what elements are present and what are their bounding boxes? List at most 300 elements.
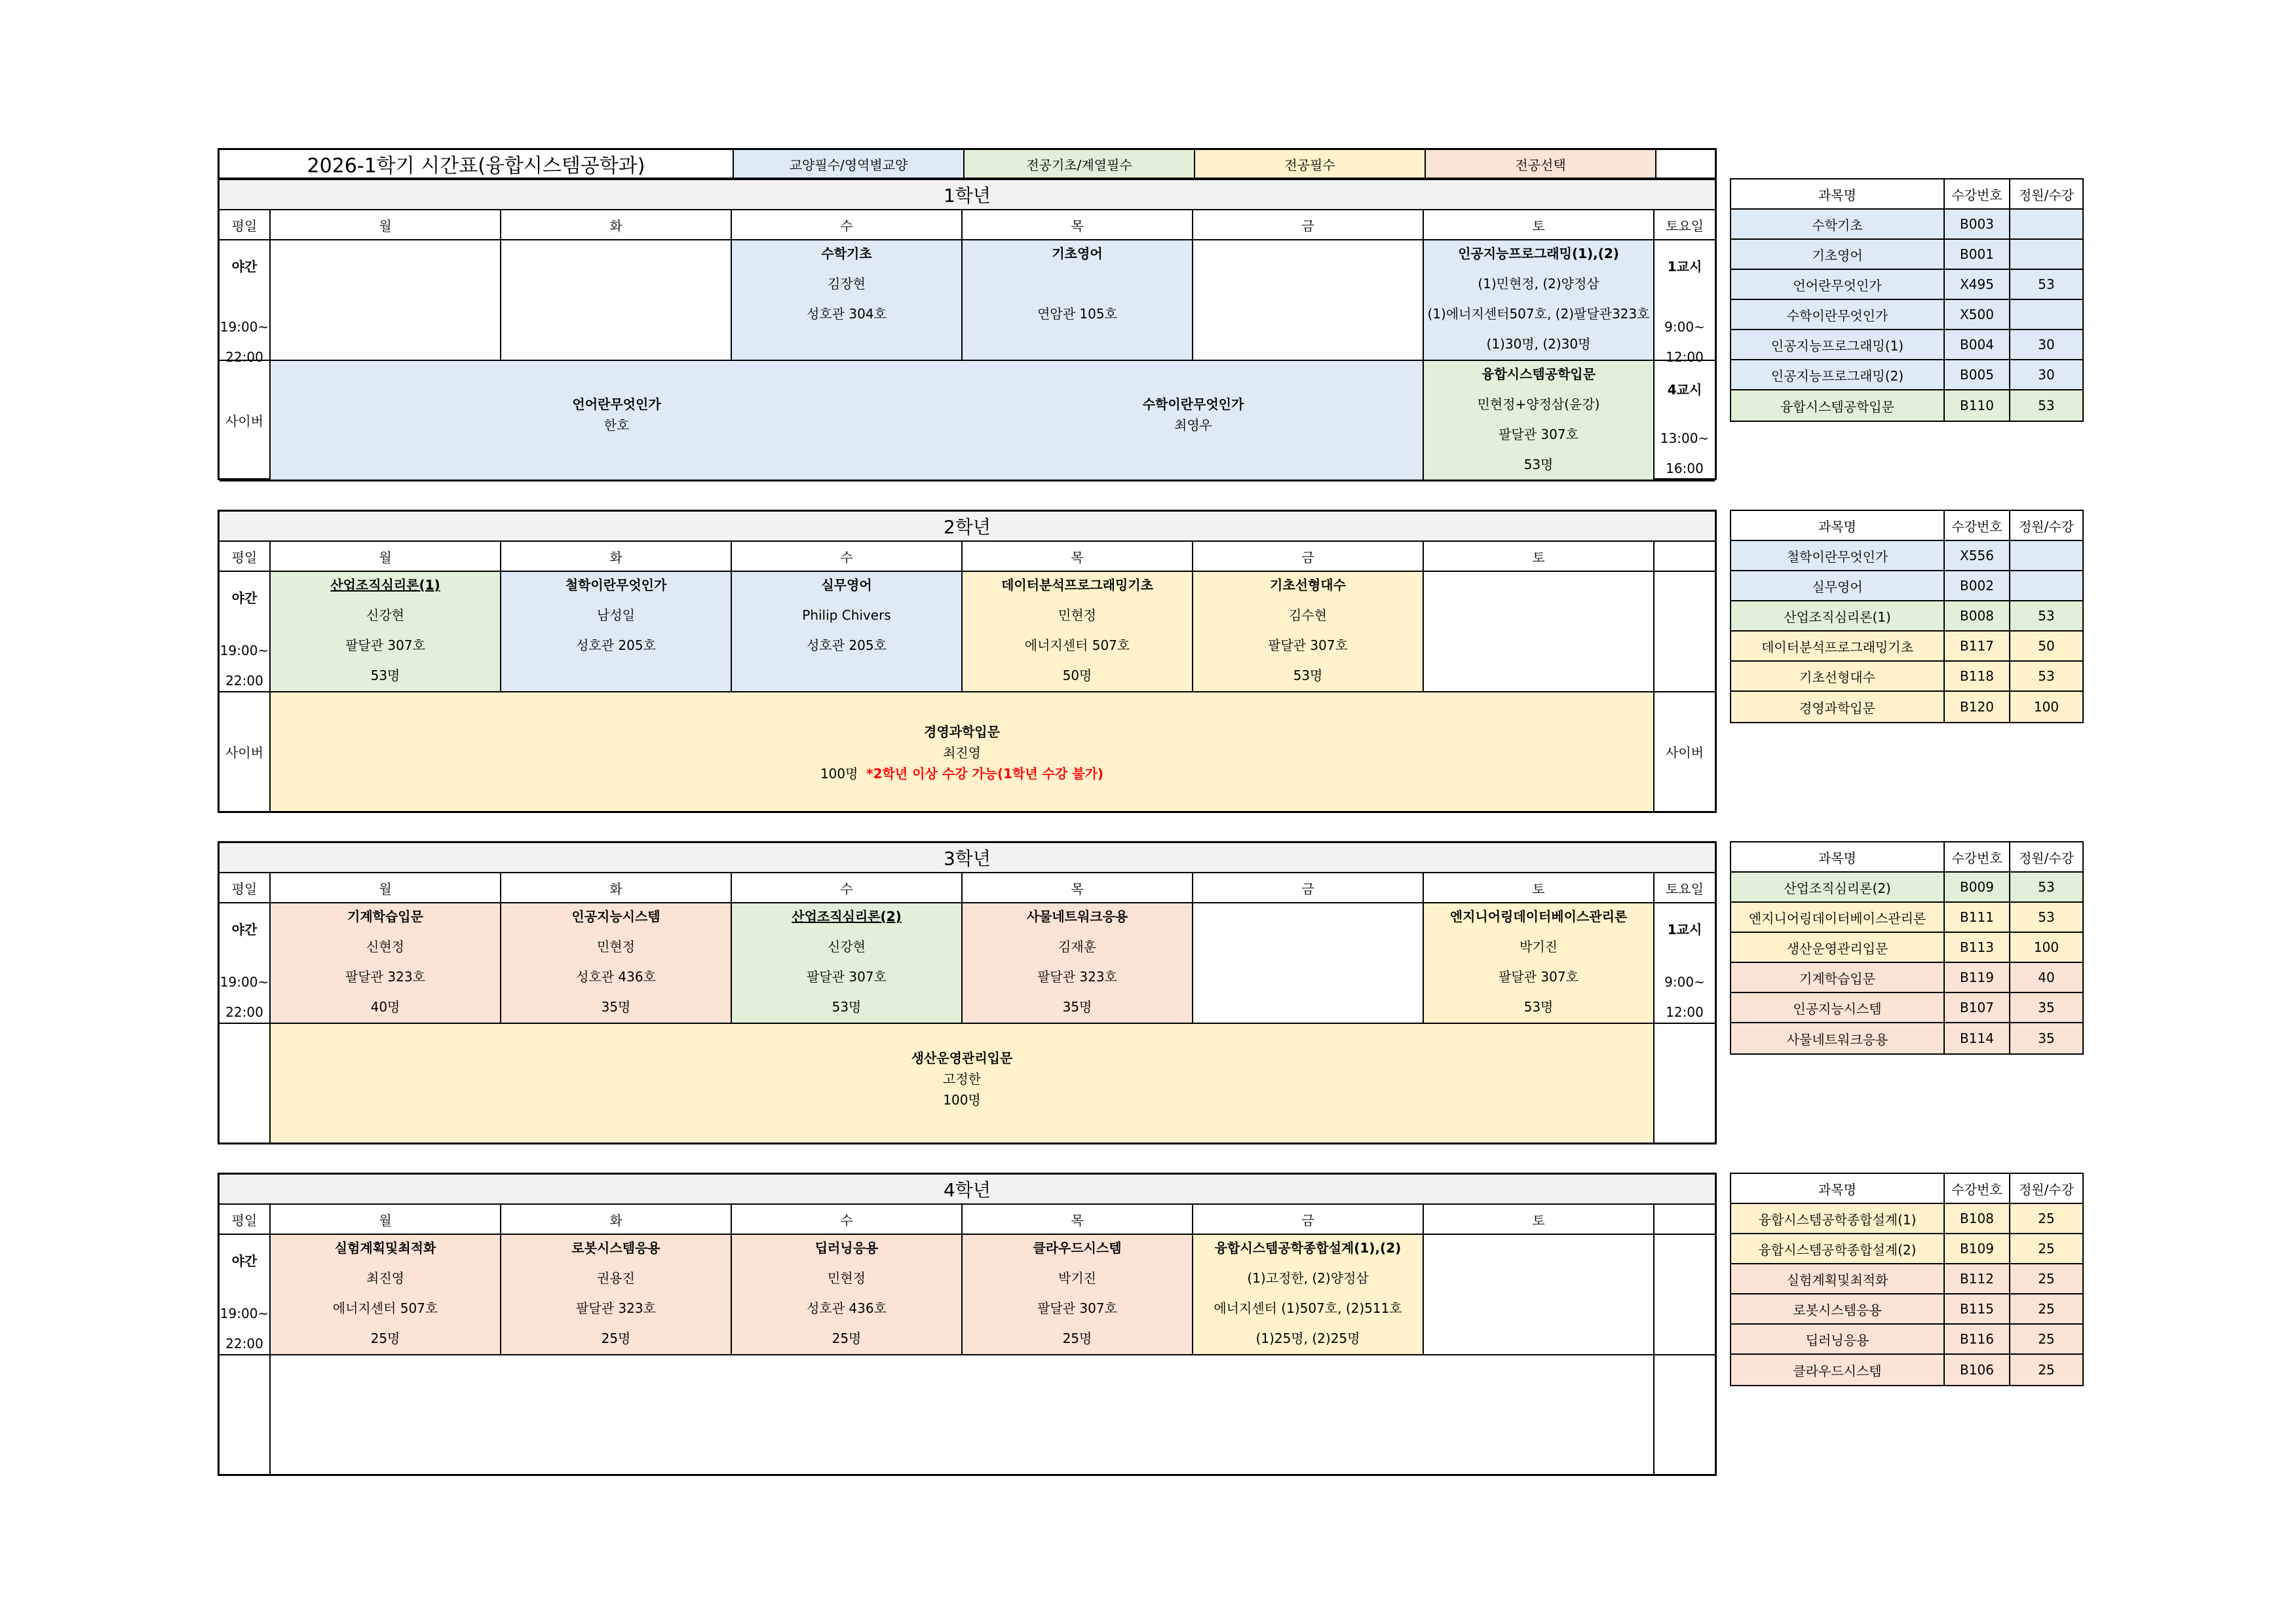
course-instructor: 민현정: [597, 939, 635, 954]
legend-label: 전공기초/계열필수: [1026, 157, 1132, 173]
course-table-header: 수강번호: [1945, 842, 2010, 873]
year1-title-text: 1학년: [944, 185, 991, 206]
course-table-capacity: 25: [2010, 1294, 2082, 1325]
period-end: 16:00: [1666, 461, 1704, 476]
day-wed: 수: [732, 542, 963, 572]
course-name: 기초영어: [1052, 246, 1103, 261]
header-row: [218, 148, 1717, 179]
course-room: 팔달관 307호: [1499, 426, 1578, 442]
course-instructor: 신강현: [828, 939, 866, 954]
course-table-name: 딥러닝응용: [1731, 1325, 1945, 1355]
course-table-capacity: 35: [2010, 993, 2082, 1023]
course-table-code: X556: [1945, 541, 2010, 571]
course-instructor: 한호: [603, 417, 630, 433]
day-thu: 목: [963, 542, 1193, 572]
course-table-name: 철학이란무엇인가: [1731, 541, 1945, 571]
y1-sat-period4: [1655, 361, 1715, 482]
y3-mon-course: [271, 903, 501, 1024]
legend-label: 전공필수: [1284, 157, 1335, 173]
course-table-name: 엔지니어링데이터베이스관리론: [1731, 903, 1945, 933]
y4-thu-course: [963, 1235, 1193, 1355]
course-capacity: 53명: [1293, 668, 1323, 683]
y4-extra-cell: [1655, 1235, 1715, 1355]
course-table-header: 과목명: [1731, 179, 1945, 210]
period-start: 9:00~: [1664, 974, 1705, 990]
period-label: 1교시: [1667, 259, 1702, 274]
y2-tue-course: [501, 572, 732, 692]
course-name: 수학이란무엇인가: [1142, 396, 1244, 412]
course-table-name: 기계학습입문: [1731, 963, 1945, 993]
course-room: 팔달관 307호: [1037, 1300, 1117, 1316]
course-table-capacity: 100: [2010, 933, 2082, 963]
course-capacity-line: [271, 766, 1653, 782]
course-table-capacity: 40: [2010, 963, 2082, 993]
course-table-capacity: 25: [2010, 1234, 2082, 1264]
course-name: 데이터분석프로그래밍기초: [1001, 577, 1153, 593]
course-table-name: 데이터분석프로그래밍기초: [1731, 632, 1945, 662]
night-start: 19:00~: [220, 1306, 269, 1321]
y4-mon-course: [271, 1235, 501, 1355]
course-table-capacity: 25: [2010, 1204, 2082, 1234]
day-tue: 화: [501, 1205, 732, 1235]
y1-sat-cyber-course: [1424, 361, 1655, 482]
course-room: 연암관 105호: [1037, 306, 1117, 322]
night-label-cell: [220, 572, 271, 692]
y2-wed-course: [732, 572, 963, 692]
cyber-label-cell-empty: [220, 1355, 271, 1474]
period-start: 13:00~: [1660, 430, 1710, 446]
day-fri: 금: [1193, 542, 1424, 572]
y2-sat-cell: [1424, 572, 1655, 692]
night-start: 19:00~: [220, 319, 269, 335]
course-capacity: 50명: [1062, 668, 1092, 683]
course-name: 인공지능시스템: [571, 909, 660, 924]
course-instructor: 민현정: [1058, 607, 1096, 623]
period-label: 4교시: [1667, 382, 1702, 398]
course-table-header: 과목명: [1731, 1174, 1945, 1204]
year3-course-table: [1730, 841, 2084, 1055]
page-title-text: 2026-1학기 시간표(융합시스템공학과): [307, 155, 645, 178]
course-instructor: 고정한: [943, 1071, 981, 1087]
night-end: 22:00: [225, 349, 263, 365]
period-end: 12:00: [1666, 1004, 1704, 1020]
course-table-name: 언어란무엇인가: [1731, 270, 1945, 300]
course-name: 로봇시스템응용: [571, 1240, 660, 1256]
y1-wed-course: [732, 240, 963, 361]
course-capacity: 25명: [832, 1331, 862, 1346]
day-thu: 목: [963, 1205, 1193, 1235]
night-label-cell: [220, 903, 271, 1024]
course-instructor: 신강현: [366, 607, 404, 623]
course-table-name: 클라우드시스템: [1731, 1355, 1945, 1385]
night-label-cell: [220, 240, 271, 365]
y3-cyber-course: [271, 1024, 1655, 1144]
course-instructor: 권용진: [597, 1270, 635, 1286]
course-instructor: 김수현: [1289, 607, 1327, 623]
day-wed: 수: [732, 1205, 963, 1235]
year3-table: [218, 841, 1717, 1144]
course-table-name: 실무영어: [1731, 571, 1945, 601]
y4-fri-course: [1193, 1235, 1424, 1355]
course-name: 융합시스템공학종합설계(1),(2): [1214, 1240, 1402, 1256]
cyber-label-cell: [220, 692, 271, 813]
course-table-name: 로봇시스템응용: [1731, 1294, 1945, 1325]
page-title: [220, 150, 734, 178]
y3-sat-course: [1424, 903, 1655, 1024]
course-table-name: 인공지능프로그래밍(1): [1731, 330, 1945, 360]
legend-major-basic: [965, 150, 1195, 178]
weekday-label: 평일: [220, 873, 271, 903]
y4-tue-course: [501, 1235, 732, 1355]
course-name: 딥러닝응용: [814, 1240, 879, 1256]
day-thu: 목: [963, 873, 1193, 903]
day-fri: 금: [1193, 1205, 1424, 1235]
course-name: 융합시스템공학입문: [1482, 366, 1596, 382]
course-capacity: 25명: [601, 1331, 631, 1346]
y1-thu-course: [963, 240, 1193, 361]
night-end: 22:00: [225, 1336, 263, 1351]
course-instructor: (1)민현정, (2)양정삼: [1478, 276, 1599, 292]
year2-title: [220, 512, 1715, 542]
y1-sat-course: [1424, 240, 1655, 361]
night-label: 야간: [231, 1253, 258, 1269]
day-sat: 토: [1424, 1205, 1655, 1235]
course-table-code: B110: [1945, 390, 2010, 421]
course-table-capacity: 50: [2010, 632, 2082, 662]
year1-title: [220, 180, 1715, 210]
y2-thu-course: [963, 572, 1193, 692]
course-table-header: 정원/수강: [2010, 842, 2082, 873]
legend-major-elective: [1426, 150, 1656, 178]
y1-cyber-course-b: [963, 361, 1424, 480]
night-label: 야간: [231, 922, 258, 937]
night-end: 22:00: [225, 1004, 263, 1020]
y4-cyber-empty: [271, 1355, 1655, 1474]
course-table-capacity: 53: [2010, 873, 2082, 903]
course-table-name: 인공지능프로그래밍(2): [1731, 360, 1945, 390]
course-room: 성호관 304호: [807, 306, 887, 322]
day-mon: 월: [271, 542, 501, 572]
year3-title-text: 3학년: [944, 848, 991, 869]
course-table-capacity: 25: [2010, 1355, 2082, 1385]
course-table-name: 수학기초: [1731, 210, 1945, 240]
cyber-label-cell: [220, 361, 271, 482]
course-table-capacity: 30: [2010, 330, 2082, 360]
cyber-label: 사이버: [1666, 745, 1704, 761]
period-label: 1교시: [1667, 922, 1702, 937]
course-table-code: B114: [1945, 1023, 2010, 1053]
course-capacity: 100명: [820, 766, 858, 782]
course-table-code: B118: [1945, 662, 2010, 692]
course-capacity: 100명: [943, 1092, 981, 1108]
y4-right-empty: [1655, 1355, 1715, 1474]
course-table-capacity: 100: [2010, 692, 2082, 722]
course-table-header: 정원/수강: [2010, 1174, 2082, 1204]
empty-header: [1655, 1205, 1715, 1235]
course-instructor: Philip Chivers: [802, 607, 891, 623]
course-table-code: B008: [1945, 601, 2010, 632]
course-table-name: 사물네트워크응용: [1731, 1023, 1945, 1053]
course-instructor: 신현정: [366, 939, 404, 954]
course-table-capacity: 53: [2010, 270, 2082, 300]
course-capacity: (1)25명, (2)25명: [1255, 1331, 1360, 1346]
year4-title: [220, 1175, 1715, 1205]
y2-cyber-course: [271, 692, 1655, 813]
course-instructor: 최진영: [943, 745, 981, 761]
course-table-code: B112: [1945, 1264, 2010, 1294]
course-capacity: 35명: [1062, 999, 1092, 1015]
course-name: 산업조직심리론(2): [792, 909, 902, 924]
course-instructor: 김재훈: [1058, 939, 1096, 954]
day-mon: 월: [271, 1205, 501, 1235]
course-table-name: 융합시스템공학종합설계(1): [1731, 1204, 1945, 1234]
course-name: 철학이란무엇인가: [565, 577, 667, 593]
course-table-capacity: 35: [2010, 1023, 2082, 1053]
course-name: 생산운영관리입문: [911, 1050, 1013, 1066]
y3-thu-course: [963, 903, 1193, 1024]
course-table-name: 생산운영관리입문: [1731, 933, 1945, 963]
year2-course-table: [1730, 510, 2084, 723]
course-table-name: 실험계획및최적화: [1731, 1264, 1945, 1294]
course-table-name: 기초선형대수: [1731, 662, 1945, 692]
course-instructor: 박기진: [1520, 939, 1558, 954]
day-fri: 금: [1193, 873, 1424, 903]
y2-right-cyber-cell: [1655, 692, 1715, 813]
course-table-code: B107: [1945, 993, 2010, 1023]
y1-mon-cell: [271, 240, 501, 361]
course-capacity: (1)30명, (2)30명: [1486, 336, 1591, 352]
course-name: 실무영어: [821, 577, 872, 593]
y4-sat-cell: [1424, 1235, 1655, 1355]
course-room: 성호관 205호: [576, 637, 656, 653]
y1-tue-cell: [501, 240, 732, 361]
cyber-label: 사이버: [225, 413, 263, 429]
course-table-capacity: 53: [2010, 662, 2082, 692]
course-table-header: 과목명: [1731, 842, 1945, 873]
course-table-capacity: [2010, 541, 2082, 571]
course-table-capacity: 25: [2010, 1325, 2082, 1355]
course-room: 에너지센터 507호: [1024, 637, 1130, 653]
y3-wed-course: [732, 903, 963, 1024]
y1-cyber-courses: [271, 361, 1424, 482]
day-sat: 토: [1424, 210, 1655, 240]
course-table-header: 정원/수강: [2010, 179, 2082, 210]
period-end: 12:00: [1666, 349, 1704, 365]
course-instructor: 남성일: [597, 607, 635, 623]
course-name: 수학기초: [821, 246, 872, 261]
night-label: 야간: [231, 590, 258, 606]
course-table-code: B001: [1945, 240, 2010, 270]
course-room: 에너지센터 507호: [332, 1300, 438, 1316]
course-table-code: X495: [1945, 270, 2010, 300]
course-table-code: B111: [1945, 903, 2010, 933]
course-name: 인공지능프로그래밍(1),(2): [1458, 246, 1619, 261]
course-table-code: B120: [1945, 692, 2010, 722]
y3-right-empty: [1655, 1024, 1715, 1144]
course-table-capacity: [2010, 210, 2082, 240]
course-table-capacity: [2010, 240, 2082, 270]
course-table-code: B119: [1945, 963, 2010, 993]
day-wed: 수: [732, 873, 963, 903]
legend-general-education: [734, 150, 965, 178]
course-instructor: 민현정+양정삼(윤강): [1477, 396, 1600, 412]
period-start: 9:00~: [1664, 319, 1705, 335]
course-table-header: 정원/수강: [2010, 511, 2082, 541]
course-instructor: 최영우: [1174, 417, 1212, 433]
weekday-label: 평일: [220, 210, 271, 240]
day-wed: 수: [732, 210, 963, 240]
y1-cyber-course-a: [271, 361, 963, 480]
course-name: 클라우드시스템: [1033, 1240, 1122, 1256]
course-table-code: B002: [1945, 571, 2010, 601]
course-room: 팔달관 307호: [1268, 637, 1348, 653]
course-table-name: 융합시스템공학종합설계(2): [1731, 1234, 1945, 1264]
year2-title-text: 2학년: [944, 516, 991, 538]
course-room: 성호관 205호: [807, 637, 887, 653]
night-label-cell: [220, 1235, 271, 1355]
course-table-name: 인공지능시스템: [1731, 993, 1945, 1023]
course-table-name: 수학이란무엇인가: [1731, 300, 1945, 330]
saturday-label: 토요일: [1655, 210, 1715, 240]
course-table-code: B117: [1945, 632, 2010, 662]
course-capacity: 53명: [1523, 457, 1554, 472]
course-instructor: 최진영: [366, 1270, 404, 1286]
course-room: 팔달관 307호: [807, 969, 887, 985]
course-table-header: 수강번호: [1945, 1174, 2010, 1204]
course-table-code: B009: [1945, 873, 2010, 903]
y1-fri-cell: [1193, 240, 1424, 361]
course-room: 에너지센터 (1)507호, (2)511호: [1214, 1300, 1402, 1316]
course-capacity: 35명: [601, 999, 631, 1015]
course-room: 팔달관 323호: [1037, 969, 1117, 985]
course-capacity: 25명: [370, 1331, 400, 1346]
y4-wed-course: [732, 1235, 963, 1355]
course-room: 팔달관 323호: [576, 1300, 656, 1316]
course-table-capacity: [2010, 300, 2082, 330]
course-table-code: B003: [1945, 210, 2010, 240]
course-name: 경영과학입문: [924, 724, 1000, 740]
cyber-label: 사이버: [225, 745, 263, 761]
y2-fri-course: [1193, 572, 1424, 692]
y1-sat-period1: [1655, 240, 1715, 365]
course-room: 팔달관 307호: [1499, 969, 1578, 985]
course-room: 팔달관 323호: [345, 969, 425, 985]
course-table-name: 산업조직심리론(1): [1731, 601, 1945, 632]
course-table-code: X500: [1945, 300, 2010, 330]
year4-table: [218, 1173, 1717, 1476]
course-capacity: 53명: [832, 999, 862, 1015]
course-table-header: 수강번호: [1945, 511, 2010, 541]
course-table-code: B113: [1945, 933, 2010, 963]
day-fri: 금: [1193, 210, 1424, 240]
legend-major-required: [1195, 150, 1426, 178]
day-tue: 화: [501, 873, 732, 903]
course-room: 팔달관 307호: [345, 637, 425, 653]
course-name: 산업조직심리론(1): [330, 577, 440, 593]
year2-table: [218, 510, 1717, 813]
day-tue: 화: [501, 542, 732, 572]
weekday-label: 평일: [220, 542, 271, 572]
course-capacity: 25명: [1062, 1331, 1092, 1346]
course-room: (1)에너지센터507호, (2)팔달관323호: [1427, 306, 1650, 322]
y3-tue-course: [501, 903, 732, 1024]
course-instructor: 민현정: [828, 1270, 866, 1286]
course-room: 성호관 436호: [807, 1300, 887, 1316]
weekday-label: 평일: [220, 1205, 271, 1235]
course-name: 실험계획및최적화: [334, 1240, 436, 1256]
cyber-label-cell-empty: [220, 1024, 271, 1144]
year4-title-text: 4학년: [944, 1179, 991, 1201]
y3-sat-period1: [1655, 903, 1715, 1024]
day-sat: 토: [1424, 873, 1655, 903]
course-capacity: 53명: [1523, 999, 1554, 1015]
course-instructor: 김장현: [828, 276, 866, 292]
course-table-capacity: 53: [2010, 903, 2082, 933]
day-mon: 월: [271, 873, 501, 903]
course-name: 엔지니어링데이터베이스관리론: [1449, 909, 1628, 924]
course-capacity: 53명: [370, 668, 400, 683]
course-name: 기초선형대수: [1270, 577, 1346, 593]
course-instructor: 박기진: [1058, 1270, 1096, 1286]
night-label: 야간: [231, 259, 258, 274]
course-table-code: B115: [1945, 1294, 2010, 1325]
day-sat: 토: [1424, 542, 1655, 572]
course-table-code: B108: [1945, 1204, 2010, 1234]
course-note: *2학년 이상 수강 가능(1학년 수강 불가): [866, 766, 1104, 782]
y2-mon-course: [271, 572, 501, 692]
course-instructor: (1)고정한, (2)양정삼: [1247, 1270, 1369, 1286]
day-thu: 목: [963, 210, 1193, 240]
y2-extra-cell: [1655, 572, 1715, 692]
year1-table: [218, 178, 1717, 480]
course-table-code: B106: [1945, 1355, 2010, 1385]
course-table-capacity: 53: [2010, 390, 2082, 421]
saturday-label: 토요일: [1655, 873, 1715, 903]
course-table-name: 산업조직심리론(2): [1731, 873, 1945, 903]
course-table-code: B004: [1945, 330, 2010, 360]
year4-course-table: [1730, 1173, 2084, 1386]
legend-label: 전공선택: [1515, 157, 1566, 173]
legend-label: 교양필수/영역별교양: [789, 157, 908, 173]
course-table-header: 수강번호: [1945, 179, 2010, 210]
course-capacity: 40명: [370, 999, 400, 1015]
course-table-name: 경영과학입문: [1731, 692, 1945, 722]
course-table-capacity: [2010, 571, 2082, 601]
night-start: 19:00~: [220, 974, 269, 990]
day-tue: 화: [501, 210, 732, 240]
empty-header: [1655, 542, 1715, 572]
course-name: 사물네트워크응용: [1026, 909, 1128, 924]
course-table-capacity: 53: [2010, 601, 2082, 632]
year1-course-table: [1730, 178, 2084, 422]
year3-title: [220, 843, 1715, 873]
course-table-capacity: 25: [2010, 1264, 2082, 1294]
course-name: 기계학습입문: [347, 909, 423, 924]
day-mon: 월: [271, 210, 501, 240]
course-table-code: B109: [1945, 1234, 2010, 1264]
course-room: 성호관 436호: [576, 969, 656, 985]
y3-fri-cell: [1193, 903, 1424, 1024]
course-table-name: 융합시스템공학입문: [1731, 390, 1945, 421]
course-table-name: 기초영어: [1731, 240, 1945, 270]
course-name: 언어란무엇인가: [572, 396, 661, 412]
course-table-header: 과목명: [1731, 511, 1945, 541]
course-table-code: B005: [1945, 360, 2010, 390]
night-end: 22:00: [225, 673, 263, 689]
course-table-capacity: 30: [2010, 360, 2082, 390]
night-start: 19:00~: [220, 643, 269, 658]
course-table-code: B116: [1945, 1325, 2010, 1355]
